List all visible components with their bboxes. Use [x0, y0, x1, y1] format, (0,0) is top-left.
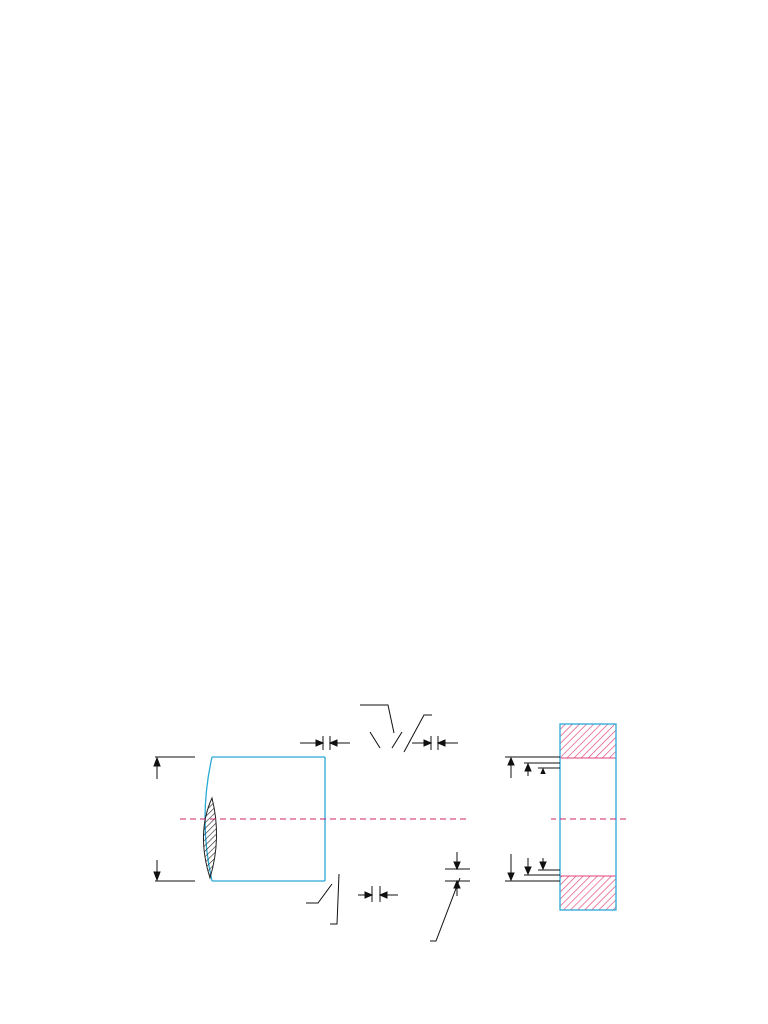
nominal-dia-dimension	[154, 757, 195, 881]
screw-thread-figure	[0, 688, 768, 978]
nut-section	[560, 724, 616, 910]
document-body	[96, 36, 676, 109]
